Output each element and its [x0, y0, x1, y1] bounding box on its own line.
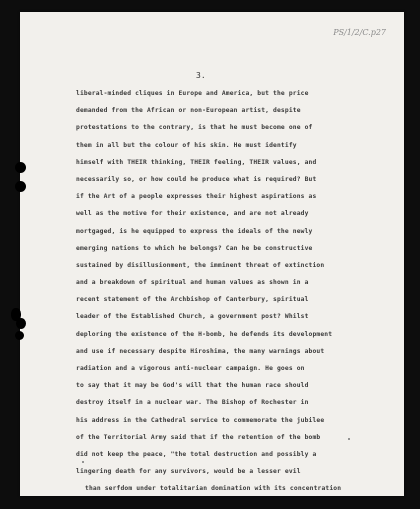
- archive-reference: PS/1/2/C.p27: [333, 28, 386, 37]
- text-line: and use if necessary despite Hiroshima, the many warnings about: [76, 347, 325, 355]
- text-line: emerging nations to which he belongs? Can he be constructive: [76, 244, 313, 252]
- document-page: [20, 12, 404, 496]
- text-line: leader of the Established Church, a government post? Whilst: [76, 313, 309, 321]
- text-line: recent statement of the Archbishop of Canterbury, spiritual: [76, 296, 309, 304]
- punch-hole: [15, 162, 26, 173]
- text-line: did not keep the peace, "the total destruction and possibly a: [76, 450, 317, 458]
- text-line: liberal-minded cliques in Europe and America, but the price: [76, 90, 309, 97]
- body-text: [76, 85, 394, 496]
- punch-hole: [15, 331, 24, 340]
- punch-hole: [16, 318, 26, 329]
- page-number: 3.: [196, 71, 206, 80]
- text-line: lingering death for any survivors, would be a lesser evil: [76, 468, 301, 476]
- text-line: radiation and a vigorous anti-nuclear campaign. He goes on: [76, 365, 305, 372]
- text-line: than serfdom under totalitarian domination with its concentration: [85, 485, 342, 493]
- text-line: demanded from the African or non-European artist, despite: [76, 107, 301, 115]
- text-line: well as the motive for their existence, and are not already: [76, 210, 309, 218]
- text-line: sustained by disillusionment, the imminent threat of extinction: [76, 261, 325, 269]
- text-line: necessarily so, or how could he produce what is required? But: [76, 175, 317, 183]
- text-line: his address in the Cathedral service to commemorate the jubilee: [76, 416, 325, 424]
- text-line: protestations to the contrary, is that he must become one of: [76, 124, 313, 132]
- ink-speck: [348, 438, 350, 440]
- text-line: himself with THEIR thinking, THEIR feeling, THEIR values, and: [76, 158, 317, 166]
- text-line: them in all but the colour of his skin. He must identify: [76, 141, 297, 149]
- text-line: of the Territorial Army said that if the retention of the bomb: [76, 433, 321, 441]
- text-line: destroy itself in a nuclear war. The Bishop of Rochester in: [76, 399, 309, 407]
- text-line: if the Art of a people expresses their highest aspirations as: [76, 193, 317, 201]
- text-line: deploring the existence of the H-bomb, he defends its development: [76, 330, 333, 338]
- ink-speck: [82, 461, 84, 463]
- text-line: mortgaged, is he equipped to express the ideals of the newly: [76, 227, 313, 235]
- punch-hole: [15, 181, 26, 192]
- text-line: to say that it may be God's will that the human race should: [76, 382, 309, 390]
- text-line: and a breakdown of spiritual and human values as shown in a: [76, 279, 309, 287]
